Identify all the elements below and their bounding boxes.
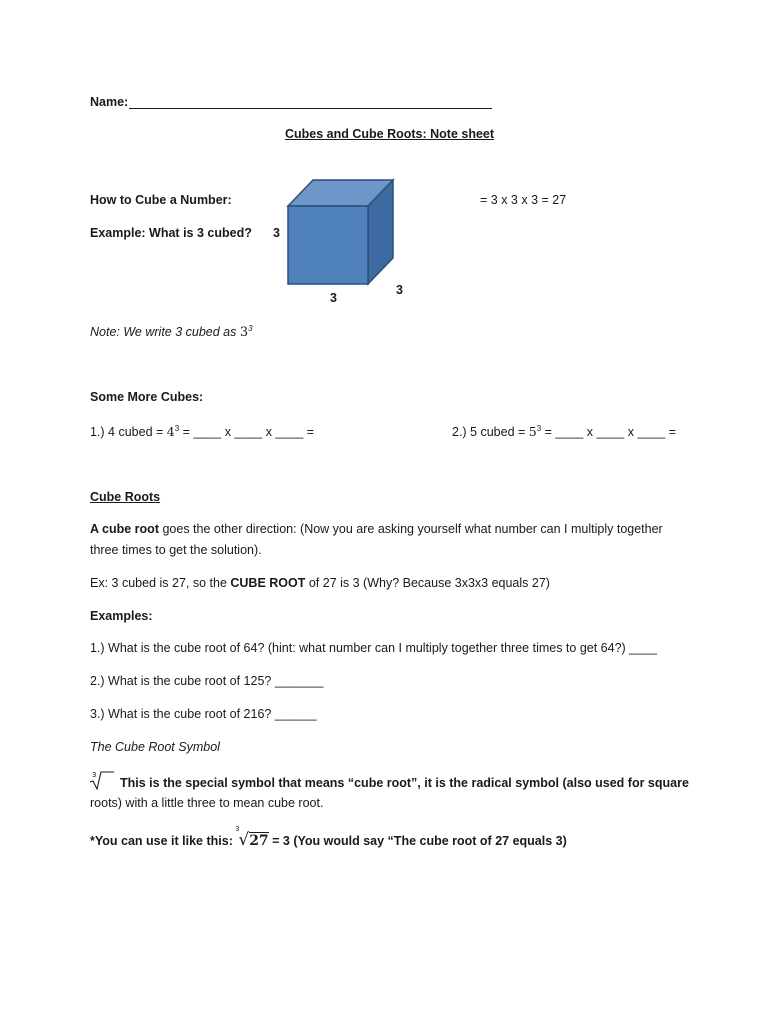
definition-rest: goes the other direction: (Now you are asking yourself what number can I multiply together [158,522,663,536]
example-suffix: of 27 is 3 (Why? Because 3x3x3 equals 27) [305,576,550,590]
usage-radical-index: 3 [235,826,240,833]
example-prefix: Ex: 3 cubed is 27, so the [90,576,231,590]
page-title: Cubes and Cube Roots: Note sheet [285,127,495,141]
definition-line-1 [90,522,663,536]
more-cubes-heading: Some More Cubes: [90,390,204,404]
note-line [90,324,253,340]
svg-text:3: 3 [92,771,97,779]
cube-label-depth: 3 [396,283,403,297]
item2-prefix: 2.) 5 cubed = [452,425,529,439]
usage-line [90,826,567,850]
item1-base: 4 [166,424,175,439]
usage-radical [235,826,269,850]
cube-equation: = 3 x 3 x 3 = 27 [480,193,567,207]
how-to-cube-heading: How to Cube a Number: [90,193,232,207]
symbol-description-2: roots) with a little three to mean cube root. [90,796,324,810]
note-base: 3 [239,325,249,340]
example-line [90,576,550,590]
definition-bold: A cube root [90,522,159,536]
cube-label-left: 3 [273,226,280,240]
more-cubes-item-1 [90,424,314,439]
more-cubes-item-2 [452,424,676,439]
cube-label-bottom: 3 [330,291,337,305]
item1-prefix: 1.) 4 cubed = [90,425,167,439]
symbol-description-1: This is the special symbol that means “cube root”, it is the radical symbol (also used for square [120,776,689,790]
item2-base: 5 [528,424,537,439]
cube-illustration [283,176,398,288]
example-question: Example: What is 3 cubed? [90,226,252,240]
item1-blanks[interactable]: = ____ x ____ x ____ = [179,425,315,439]
examples-heading: Examples: [90,609,153,623]
item2-blanks[interactable]: = ____ x ____ x ____ = [541,425,677,439]
name-label: Name: [90,95,129,109]
item2-exponent: 3 [536,424,542,433]
question-3[interactable]: 3.) What is the cube root of 216? ______ [90,707,317,721]
definition-line-2: three times to get the solution). [90,543,262,557]
usage-radicand: 27 [249,833,269,849]
note-exponent: 3 [248,324,253,333]
item1-exponent: 3 [174,424,180,433]
note-text: Note: We write 3 cubed as [90,325,240,339]
cube-root-symbol-icon [89,770,115,790]
question-2[interactable]: 2.) What is the cube root of 125? _______ [90,674,324,688]
usage-suffix: = 3 (You would say “The cube root of 27 equals 3) [268,834,567,848]
symbol-heading: The Cube Root Symbol [90,740,220,754]
usage-prefix: *You can use it like this: [90,834,237,848]
cube-front-face [288,206,368,284]
name-line[interactable] [129,108,492,109]
radical-sign-icon: √ [238,830,250,850]
question-1[interactable]: 1.) What is the cube root of 64? (hint: what number can I multiply together three times to get 64?) ____ [90,641,657,655]
example-bold: CUBE ROOT [230,576,306,590]
cube-roots-heading: Cube Roots [90,490,161,504]
